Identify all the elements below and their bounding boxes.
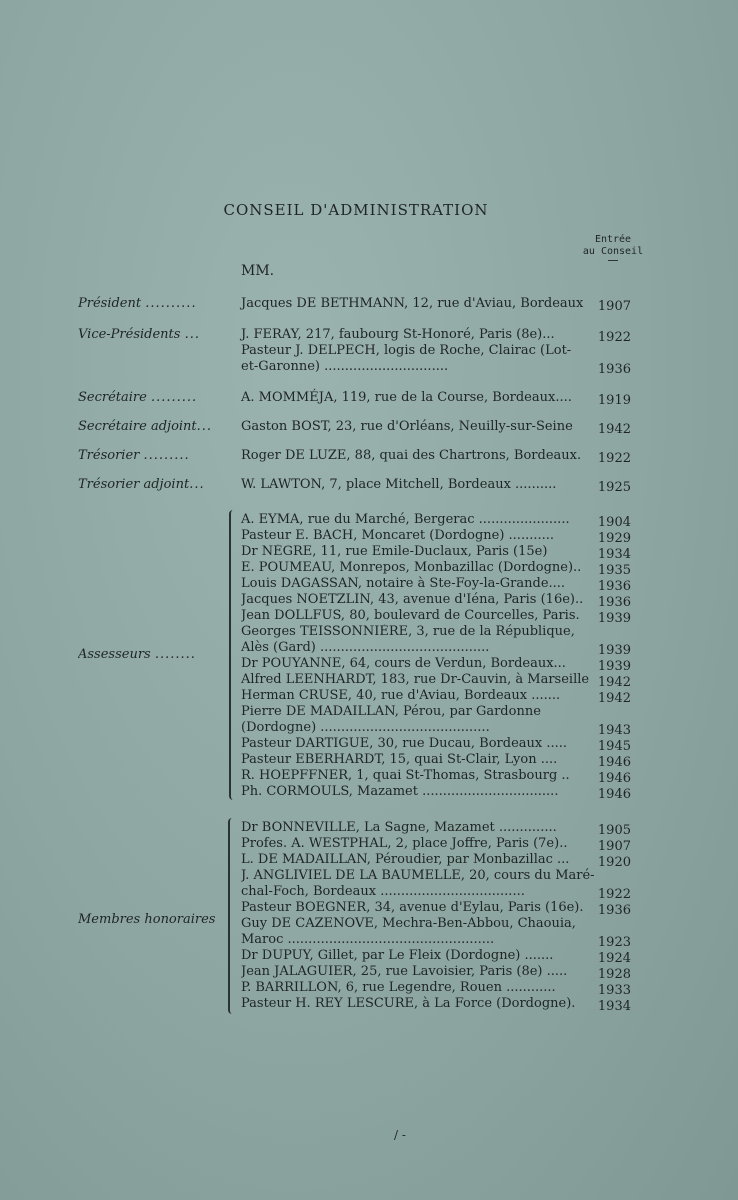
list-item: (Dordogne) ......................................... 1943 (241, 720, 631, 738)
list-item: Maroc .................................................. 1923 (241, 932, 631, 950)
role-assesseurs: Assesseurs ........ (78, 647, 196, 662)
entry-header-line1: Entrée (594, 234, 632, 245)
list-item: Pierre DE MADAILLAN, Pérou, par Gardonne (241, 704, 541, 719)
list-item: chal-Foch, Bordeaux ................................... 1922 (241, 884, 631, 902)
entry-column-header (578, 234, 648, 261)
list-item: Georges TEISSONNIÈRE, 3, rue de la République, (241, 624, 575, 639)
list-item: L. DE MADAILLAN, Péroudier, par Monbazillac ... 1920 (241, 852, 631, 870)
list-item: Jean DOLLFUS, 80, boulevard de Courcelles, Paris. 1939 (241, 608, 631, 626)
role-president: Président .......... (78, 296, 197, 311)
entry-header-line2: au Conseil (582, 246, 644, 257)
officer-entry: Gaston BOST, 23, rue d'Orléans, Neuilly-sur-Seine 1942 (241, 419, 631, 437)
honoraires-list (241, 820, 631, 1012)
list-item: Pasteur H. REY LESCURE, à La Force (Dordogne). 1934 (241, 996, 631, 1014)
list-item: Alès (Gard) ......................................... 1939 (241, 640, 631, 658)
list-item: Pasteur E. BACH, Moncaret (Dordogne) ........... 1929 (241, 528, 631, 546)
role-tresorier: Trésorier ......... (78, 448, 190, 463)
role-membres-honoraires: Membres honoraires (78, 912, 216, 927)
list-item: Dr DUPUY, Gillet, par Le Fleix (Dordogne) ....... 1924 (241, 948, 631, 966)
list-item: Louis DAGASSAN, notaire à Ste-Foy-la-Grande.... 1936 (241, 576, 631, 594)
list-item: Ph. CORMOULS, Mazamet ................................. 1946 (241, 784, 631, 802)
list-item: Jacques NOETZLIN, 43, avenue d'Iéna, Paris (16e).. 1936 (241, 592, 631, 610)
role-secretaire: Secrétaire ......... (78, 390, 198, 405)
assesseurs-brace (229, 510, 237, 800)
assesseurs-list (241, 512, 631, 800)
footer-mark: / - (394, 1128, 406, 1142)
honorific-mm: MM. (241, 263, 275, 279)
list-item: Pasteur EBERHARDT, 15, quai St-Clair, Lyon .... 1946 (241, 752, 631, 770)
officer-entry: A. MOMMÉJA, 119, rue de la Course, Bordeaux.... 1919 (241, 390, 631, 408)
list-item: Dr NÈGRE, 11, rue Emile-Duclaux, Paris (15e) 1934 (241, 544, 631, 562)
role-tresorier-adjoint: Trésorier adjoint... (78, 477, 205, 492)
list-item: Profes. A. WESTPHAL, 2, place Joffre, Paris (7e).. 1907 (241, 836, 631, 854)
officer-entry: W. LAWTON, 7, place Mitchell, Bordeaux .......... 1925 (241, 477, 631, 495)
list-item: A. EYMA, rue du Marché, Bergerac ...................... 1904 (241, 512, 631, 530)
role-vice-presidents: Vice-Présidents ... (78, 327, 200, 342)
list-item: Pasteur DARTIGUE, 30, rue Ducau, Bordeaux ..... 1945 (241, 736, 631, 754)
list-item: J. ANGLIVIEL DE LA BAUMELLE, 20, cours du Maré- (241, 868, 595, 883)
list-item: Guy DE CAZENOVE, Mechra-Ben-Abbou, Chaouia, (241, 916, 576, 931)
honoraires-brace (228, 818, 236, 1014)
header-dash (608, 260, 618, 261)
list-item: P. BARRILLON, 6, rue Legendre, Rouen ............ 1933 (241, 980, 631, 998)
officer-entry: Jacques DE BETHMANN, 12, rue d'Aviau, Bordeaux 1907 (241, 296, 631, 314)
list-item: Pasteur BOEGNER, 34, avenue d'Eylau, Paris (16e). 1936 (241, 900, 631, 918)
officer-entry: Pasteur J. DELPECH, logis de Roche, Clairac (Lot-et-Garonne) .............................. 1936 (241, 343, 631, 377)
officer-entry: Roger DE LUZE, 88, quai des Chartrons, Bordeaux. 1922 (241, 448, 631, 466)
list-item: Jean JALAGUIER, 25, rue Lavoisier, Paris (8e) ..... 1928 (241, 964, 631, 982)
officer-entry: J. FERAY, 217, faubourg St-Honoré, Paris (8e)... 1922 (241, 327, 631, 345)
list-item: E. POUMEAU, Monrepos, Monbazillac (Dordogne).. 1935 (241, 560, 631, 578)
list-item: Dr POUYANNE, 64, cours de Verdun, Bordeaux... 1939 (241, 656, 631, 674)
list-item: Alfred LEENHARDT, 183, rue Dr-Cauvin, à Marseille 1942 (241, 672, 631, 690)
list-item: Dr BONNEVILLE, La Sagne, Mazamet .............. 1905 (241, 820, 631, 838)
list-item: R. HOEPFFNER, 1, quai St-Thomas, Strasbourg .. 1946 (241, 768, 631, 786)
page-title: CONSEIL D'ADMINISTRATION (223, 201, 489, 219)
role-secretaire-adjoint: Secrétaire adjoint... (78, 419, 213, 434)
list-item: Herman CRUSE, 40, rue d'Aviau, Bordeaux ....... 1942 (241, 688, 631, 706)
